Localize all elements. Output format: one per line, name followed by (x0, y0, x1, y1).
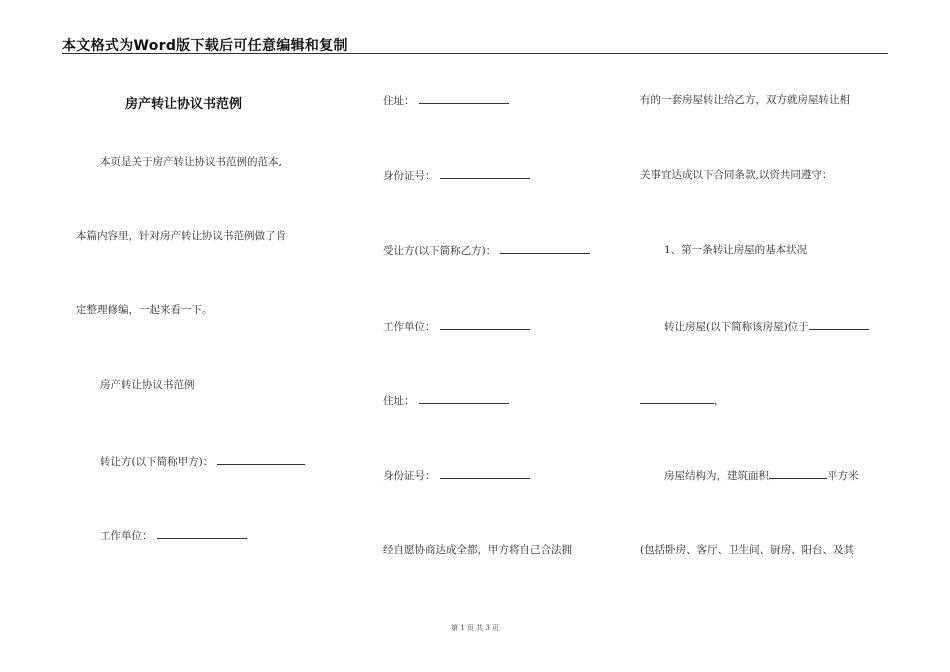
col2-line-6 (383, 468, 530, 483)
col3-line-7: (包括卧房、客厅、卫生间、厨房、阳台、及其 (640, 544, 855, 556)
col2-line-7: 经自愿协商达成全都，甲方将自己合法拥 (383, 544, 572, 556)
col3-line-1: 有的一套房屋转让给乙方，双方就房屋转让相 (640, 94, 850, 106)
col3-line-3: 1、第一条转让房屋的基本状况 (664, 244, 808, 256)
transferee-blank (500, 243, 590, 254)
col1-line-5 (100, 454, 305, 469)
address-blank-b (419, 393, 509, 404)
header-divider (62, 53, 888, 54)
address-label-a: 住址： (383, 95, 415, 107)
col2-line-1 (383, 93, 509, 108)
location-blank (809, 319, 869, 330)
document-title: 房产转让协议书范例 (125, 97, 243, 112)
workplace-label-b: 工作单位： (383, 321, 436, 333)
workplace-label-a: 工作单位： (100, 530, 153, 542)
col3-line-2: 关事宜达成以下合同条款,以资共同遵守： (640, 169, 833, 181)
col2-line-5 (383, 393, 509, 408)
comma-mark: ， (714, 395, 725, 407)
id-label-a: 身份证号： (383, 170, 436, 182)
address-blank-a (419, 93, 509, 104)
transferor-blank (217, 454, 305, 465)
square-meter-unit: 平方米 (827, 470, 859, 482)
workplace-blank-b (440, 319, 530, 330)
header-title: 本文格式为Word版下载后可任意编辑和复制 (62, 38, 348, 54)
col3-line-5 (640, 393, 725, 408)
col2-line-4 (383, 319, 530, 334)
col3-line-6 (664, 468, 859, 483)
col1-line-1: 本页是关于房产转让协议书范例的范本, (100, 156, 282, 168)
location-blank-continued (640, 393, 714, 404)
col2-line-3 (383, 243, 590, 258)
page-footer: 第 1 页 共 3 页 (450, 624, 500, 632)
transferee-label: 受让方(以下简称乙方)： (383, 245, 497, 257)
id-blank-a (440, 168, 530, 179)
area-blank (769, 468, 827, 479)
address-label-b: 住址： (383, 395, 415, 407)
transferor-label: 转让方(以下简称甲方)： (100, 456, 214, 468)
structure-area-label: 房屋结构为，建筑面积 (664, 470, 769, 482)
workplace-blank-a (157, 528, 247, 539)
col1-line-2: 本篇内容里，针对房产转让协议书范例做了肯 (76, 230, 286, 242)
id-label-b: 身份证号： (383, 470, 436, 482)
location-label: 转让房屋(以下简称该房屋)位于 (664, 321, 809, 333)
col1-line-4: 房产转让协议书范例 (100, 379, 195, 391)
col1-line-3: 定整理修编，一起来看一下。 (76, 304, 213, 316)
col3-line-4 (664, 319, 869, 334)
col2-line-2 (383, 168, 530, 183)
col1-line-6 (100, 528, 247, 543)
id-blank-b (440, 468, 530, 479)
